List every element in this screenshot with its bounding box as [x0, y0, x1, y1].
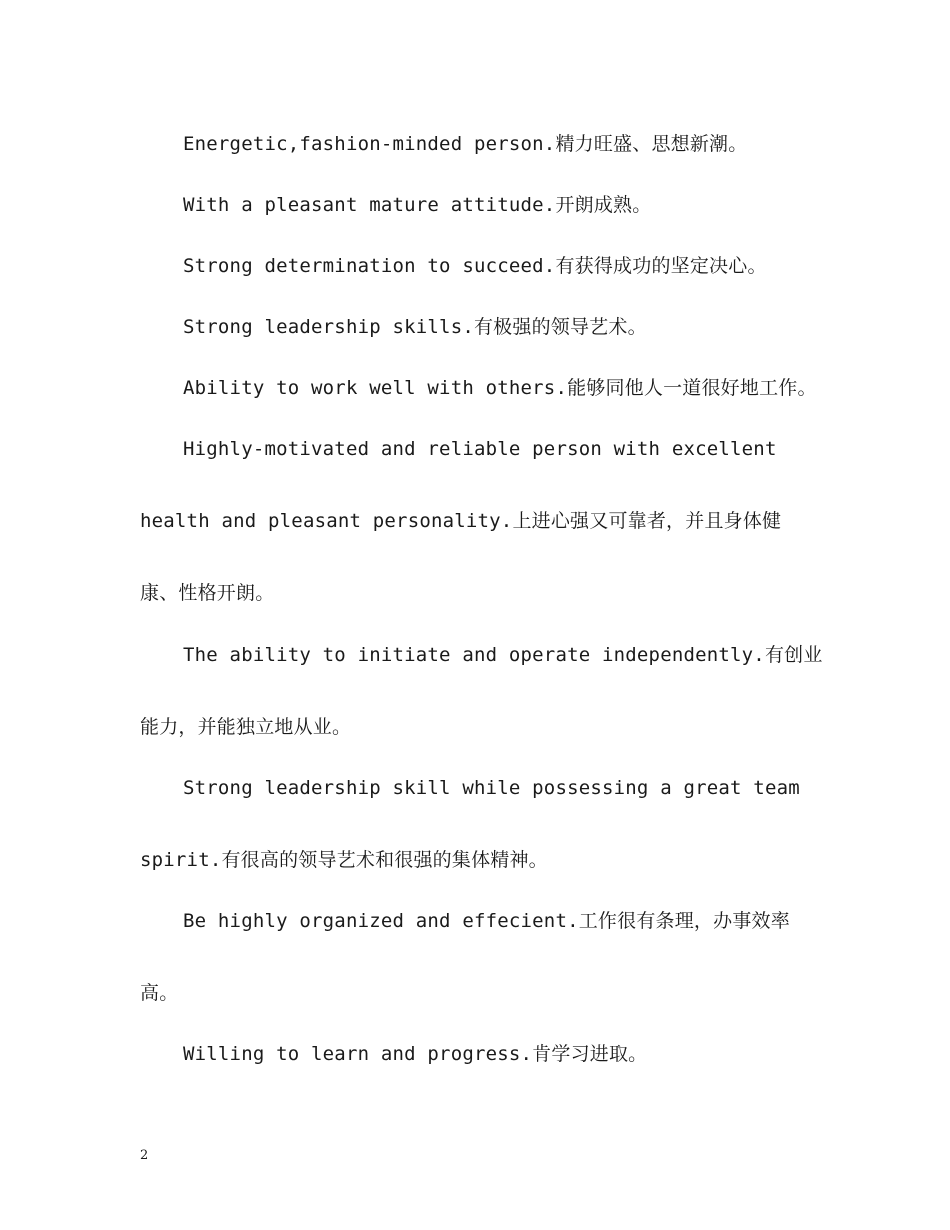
text-line: spirit.有很高的领导艺术和很强的集体精神。: [140, 849, 548, 871]
text-line: 康、性格开朗。: [140, 582, 275, 604]
text-line: Be highly organized and effecient.工作很有条理，办事效率: [183, 910, 790, 932]
text-line: Strong leadership skills.有极强的领导艺术。: [183, 316, 647, 338]
text-line: Highly-motivated and reliable person with excellent: [183, 438, 777, 460]
text-line: The ability to initiate and operate independently.有创业: [183, 644, 823, 666]
text-line: Ability to work well with others.能够同他人一道很好地工作。: [183, 377, 817, 399]
text-line: 高。: [140, 982, 179, 1004]
text-line: Strong determination to succeed.有获得成功的坚定决心。: [183, 255, 767, 277]
text-line: Willing to learn and progress.肯学习进取。: [183, 1043, 648, 1065]
text-line: health and pleasant personality.上进心强又可靠者，并且身体健: [140, 510, 782, 532]
text-line: Strong leadership skill while possessing a great team: [183, 777, 800, 799]
text-line: Energetic,fashion-minded person.精力旺盛、思想新潮。: [183, 133, 748, 155]
text-line: 能力，并能独立地从业。: [140, 716, 352, 738]
text-line: With a pleasant mature attitude.开朗成熟。: [183, 194, 652, 216]
page-number: 2: [140, 1148, 149, 1163]
